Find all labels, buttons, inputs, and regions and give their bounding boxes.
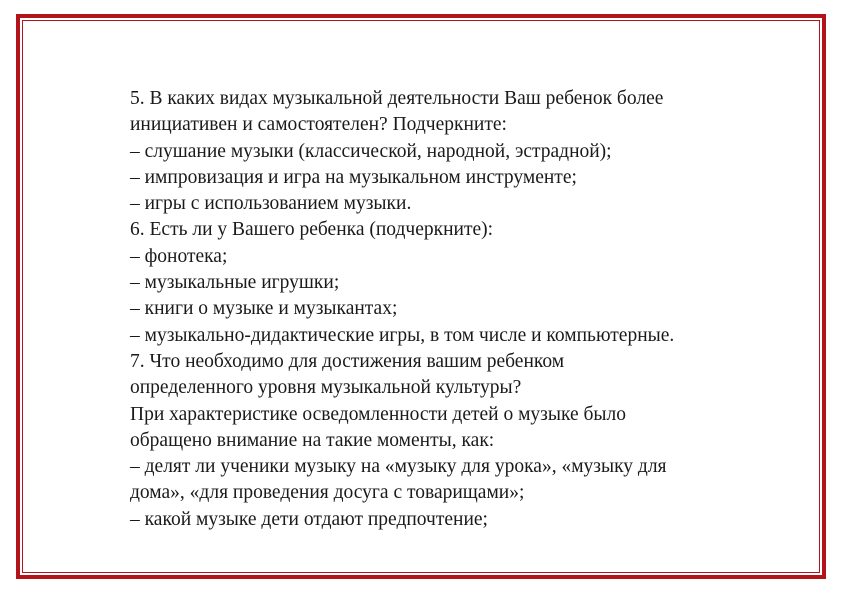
text-line: – какой музыке дети отдают предпочтение; (130, 508, 488, 530)
text-line: 7. Что необходимо для достижения вашим ребенком (130, 350, 565, 372)
text-line: обращено внимание на такие моменты, как: (130, 429, 495, 451)
text-line: – книги о музыке и музыкантах; (130, 298, 398, 320)
text-line: дома», «для проведения досуга с товарищами»; (130, 482, 525, 504)
text-line: При характеристике осведомленности детей о музыке было (130, 403, 627, 425)
text-line: – музыкальные игрушки; (130, 272, 340, 294)
slide-text-body (130, 86, 770, 533)
text-line: 6. Есть ли у Вашего ребенка (подчеркните): (130, 219, 494, 241)
text-line: – слушание музыки (классической, народной, эстрадной); (130, 140, 612, 162)
text-line: – импровизация и игра на музыкальном инструменте; (130, 166, 577, 188)
text-line: инициативен и самостоятелен? Подчеркните: (130, 114, 507, 136)
text-line: – игры с использованием музыки. (130, 193, 412, 215)
text-line: 5. В каких видах музыкальной деятельности Ваш ребенок более (130, 88, 664, 109)
text-line: – музыкально-дидактические игры, в том числе и компьютерные. (130, 324, 675, 346)
text-line: – фонотека; (130, 245, 228, 267)
text-line: определенного уровня музыкальной культуры? (130, 377, 522, 399)
text-line: – делят ли ученики музыку на «музыку для урока», «музыку для (130, 456, 667, 478)
